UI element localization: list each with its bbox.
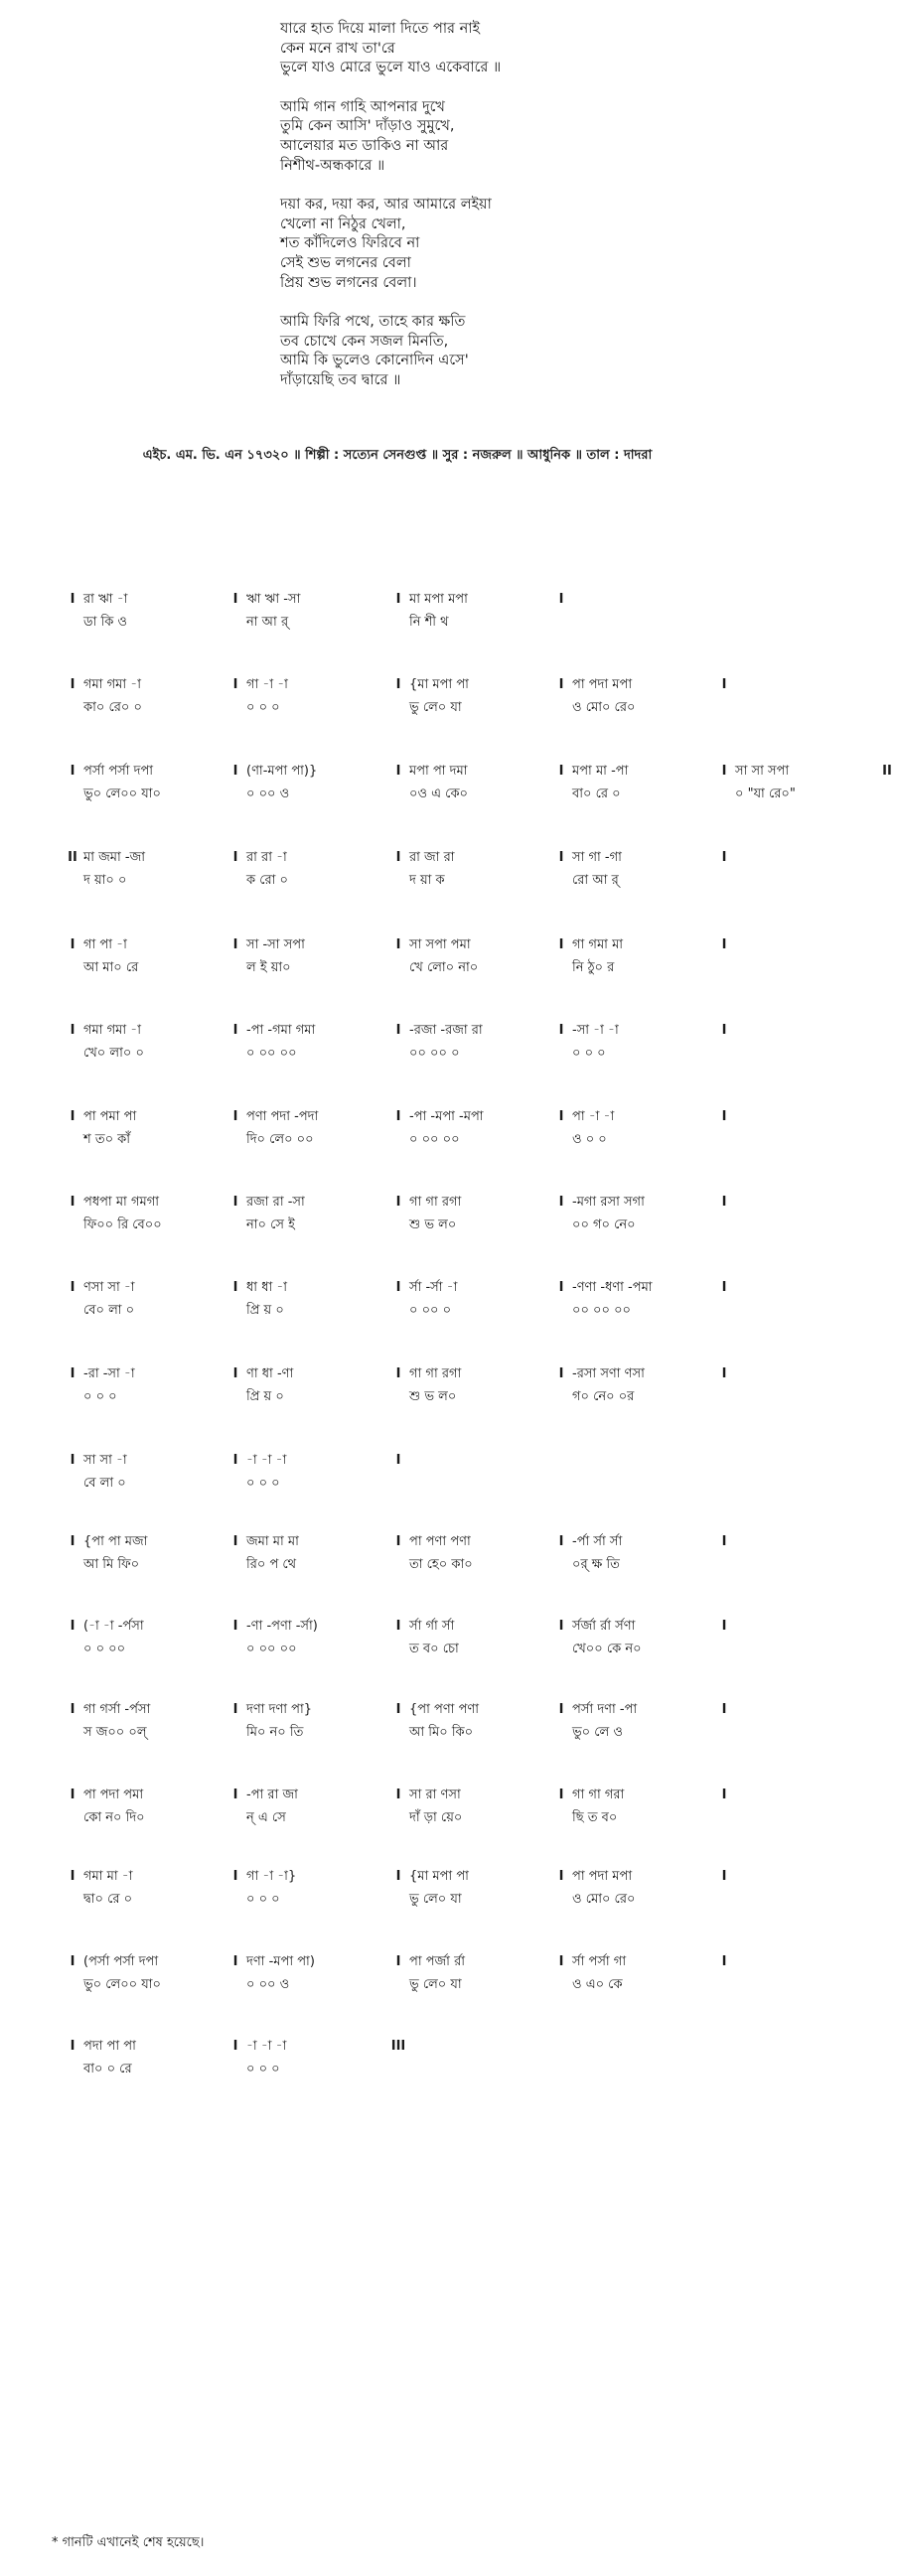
bar-line: I: [232, 1619, 238, 1634]
syllable-segment: না০ সে ই: [246, 1217, 295, 1232]
syllable-segment: ০ ০০ ও: [246, 1977, 290, 1992]
bar-line: I: [395, 1534, 401, 1549]
swara-segment: -পা -মপা -মপা: [409, 1109, 484, 1124]
notation-block: [62, 1789, 735, 1824]
swara-segment: দণা দণা পা}: [246, 1702, 313, 1717]
swara-row: [62, 593, 572, 606]
notation-block: [62, 765, 898, 800]
swara-segment: -পা রা জা: [246, 1788, 298, 1802]
swara-segment: সা -সা সপা: [246, 937, 305, 952]
swara-segment: -রসা সণা ণসা: [572, 1366, 645, 1381]
swara-row: [62, 851, 735, 864]
syllable-segment: ০ ০ ০: [246, 2062, 280, 2076]
syllable-segment: কা০ রে০ ০: [83, 700, 142, 715]
swara-segment: গমা মা -া: [83, 1869, 133, 1884]
syllable-segment: কো ন০ দি০: [83, 1810, 145, 1825]
bar-line: I: [70, 592, 75, 607]
bar-line: I: [395, 1788, 401, 1802]
swara-segment: জমা মা মা: [246, 1534, 299, 1549]
bar-line: I: [70, 1453, 75, 1468]
swara-segment: -রা -সা -া: [83, 1366, 135, 1381]
bar-line: I: [232, 1702, 238, 1717]
swara-segment: -মগা রসা সগা: [572, 1195, 645, 1210]
lyric-syllable-row: [62, 616, 572, 629]
lyric-syllable-row: [62, 874, 735, 887]
swara-row: [62, 1367, 735, 1380]
swara-segment: গা গা রগা: [409, 1366, 462, 1381]
bar-line: I: [70, 1109, 75, 1124]
lyric-syllable-row: [62, 1811, 735, 1824]
swara-segment: মপা পা দমা: [409, 764, 468, 779]
bar-line: I: [70, 1366, 75, 1381]
swara-segment: পা পদা মপা: [572, 677, 633, 692]
swara-segment: র্সা পর্সা গা: [572, 1954, 627, 1969]
lyrics: [280, 20, 697, 411]
bar-line: I: [721, 1619, 727, 1634]
lyric-syllable-row: [62, 1643, 735, 1655]
swara-segment: সা রা ণসা: [409, 1788, 461, 1802]
syllable-segment: ও মো০ রে০: [572, 1892, 636, 1907]
lyric-line: কেন মনে রাখ তা'রে: [280, 40, 395, 57]
syllable-segment: রি০ প থে: [246, 1557, 297, 1572]
notation-block: [62, 1196, 735, 1231]
bar-line: I: [558, 592, 564, 607]
swara-segment: পা -া -া: [572, 1109, 615, 1124]
notation-block: [62, 1955, 735, 1991]
syllable-segment: প্রি য় ০: [246, 1303, 284, 1318]
bar-line: I: [558, 1280, 564, 1295]
bar-line: I: [232, 1788, 238, 1802]
syllable-segment: নি শী থ: [409, 615, 449, 630]
stanza: [280, 98, 697, 176]
bar-line: I: [721, 1954, 727, 1969]
swara-row: [62, 1620, 735, 1633]
syllable-segment: ও মো০ রে০: [572, 700, 636, 715]
bar-line: I: [232, 1453, 238, 1468]
syllable-segment: দ্বা০ রে ০: [83, 1892, 133, 1907]
bar-line: I: [395, 1619, 401, 1634]
swara-segment: গমা গমা -া: [83, 677, 141, 692]
bar-line: I: [395, 1109, 401, 1124]
bar-line: II: [68, 850, 77, 865]
bar-line: I: [70, 1023, 75, 1038]
swara-segment: (পর্সা পর্সা দপা: [83, 1954, 159, 1969]
bar-line: I: [395, 1869, 401, 1884]
swara-segment: ঋা ঋা -সা: [246, 592, 301, 607]
syllable-segment: ভু লে০ যা: [409, 1892, 462, 1907]
bar-line: I: [721, 1280, 727, 1295]
syllable-segment: বা০ রে ০: [572, 787, 621, 801]
bar-line: I: [395, 1280, 401, 1295]
bar-line: I: [70, 1954, 75, 1969]
notation-block: [62, 593, 572, 629]
lyric-syllable-row: [62, 1390, 735, 1403]
swara-row: [62, 1281, 735, 1294]
lyric-syllable-row: [62, 1047, 735, 1060]
swara-segment: সা সা -া: [83, 1453, 127, 1468]
swara-segment: দণা -মপা পা): [246, 1954, 315, 1969]
bar-line: I: [395, 592, 401, 607]
swara-row: [62, 765, 898, 778]
bar-line: I: [721, 850, 727, 865]
stanza: [280, 20, 697, 78]
swara-segment: {মা মপা পা: [409, 1869, 469, 1884]
lyric-syllable-row: [62, 1978, 735, 1991]
syllable-segment: নি ঠু০ র: [572, 960, 615, 975]
lyric-line: দাঁড়ায়েছি তব দ্বারে ॥: [280, 371, 401, 388]
bar-line: I: [558, 1023, 564, 1038]
lyric-line: যারে হাত দিয়ে মালা দিতে পার নাই: [280, 21, 481, 37]
syllable-segment: ০ "যা রে০": [735, 787, 796, 801]
notation-block: [62, 1024, 735, 1060]
syllable-segment: ০ ০ ০: [83, 1389, 117, 1404]
lyric-line: আলেয়ার মত ডাকিও না আর: [280, 137, 449, 154]
lyric-line: আমি কি ভুলেও কোনোদিন এসে': [280, 353, 469, 369]
lyric-line: খেলো না নিঠুর খেলা,: [280, 215, 406, 232]
bar-line: I: [395, 677, 401, 692]
bar-line: I: [558, 1534, 564, 1549]
bar-line: I: [232, 1109, 238, 1124]
lyric-syllable-row: [62, 787, 898, 800]
bar-line: I: [70, 937, 75, 952]
bar-line: I: [721, 1366, 727, 1381]
bar-line: I: [232, 1954, 238, 1969]
bar-line: I: [395, 937, 401, 952]
syllable-segment: আ মি ফি০: [83, 1557, 140, 1572]
swara-segment: গা -া -া: [246, 677, 288, 692]
bar-line: I: [558, 1869, 564, 1884]
swara-row: [62, 2040, 409, 2053]
bar-line: I: [232, 850, 238, 865]
bar-line: I: [232, 1366, 238, 1381]
swara-row: [62, 678, 735, 691]
swara-segment: গা -া -া}: [246, 1869, 297, 1884]
notation-block: [62, 1535, 735, 1571]
swara-segment: পা পণা পণা: [409, 1534, 471, 1549]
syllable-segment: বে০ লা ০: [83, 1303, 135, 1318]
bar-line: I: [721, 1195, 727, 1210]
swara-row: [62, 938, 735, 951]
swara-segment: ধা ধা -া: [246, 1280, 288, 1295]
syllable-segment: ০ ০ ০: [246, 1476, 280, 1491]
bar-line: I: [232, 764, 238, 779]
swara-segment: র্সর্জা র্রা র্সণা: [572, 1619, 636, 1634]
record-info: এইচ. এম. ভি. এন ১৭৩২০ ॥ শিল্পী : সত্যেন সেনগুপ্ত ॥ সুর : নজরুল ॥ আধুনিক ॥ তাল : দাদরা: [142, 448, 653, 463]
syllable-segment: ০০ গ০ নে০: [572, 1217, 636, 1232]
bar-line: II: [882, 764, 892, 779]
syllable-segment: শু ভ ল০: [409, 1217, 457, 1232]
bar-line: I: [70, 1280, 75, 1295]
syllable-segment: খে০ লা০ ০: [83, 1046, 144, 1061]
bar-line: I: [558, 1788, 564, 1802]
lyric-syllable-row: [62, 1133, 735, 1146]
bar-line: I: [721, 1788, 727, 1802]
notation-block: [62, 1703, 735, 1739]
syllable-segment: না আ র্: [246, 615, 289, 630]
syllable-segment: শ ত০ কাঁ: [83, 1132, 131, 1147]
bar-line: I: [395, 850, 401, 865]
lyric-line: আমি গান গাহি আপনার দুখে: [280, 98, 445, 115]
notation-block: [62, 678, 735, 714]
bar-line: I: [395, 1366, 401, 1381]
bar-line: I: [232, 592, 238, 607]
syllable-segment: স জ০০ ০ল্: [83, 1725, 147, 1740]
notation-block: [62, 938, 735, 974]
syllable-segment: খে০০ কে ন০: [572, 1642, 642, 1656]
swara-row: [62, 1110, 735, 1123]
bar-line: I: [232, 1195, 238, 1210]
syllable-segment: দ য়া০ ০: [83, 873, 127, 888]
syllable-segment: মি০ ন০ তি: [246, 1725, 304, 1740]
syllable-segment: ক রো ০: [246, 873, 289, 888]
notation-block: [62, 851, 735, 887]
swara-segment: র্সা -র্সা -া: [409, 1280, 458, 1295]
swara-segment: র্সা র্গা র্সা: [409, 1619, 455, 1634]
bar-line: I: [70, 2039, 75, 2054]
notation-block: [62, 1870, 735, 1906]
swara-segment: -সা -া -া: [572, 1023, 619, 1038]
swara-row: [62, 1703, 735, 1716]
swara-row: [62, 1870, 735, 1883]
lyric-syllable-row: [62, 1726, 735, 1739]
lyric-syllable-row: [62, 1477, 409, 1490]
notation-block: [62, 2040, 409, 2075]
syllable-segment: ০ ০ ০০: [83, 1642, 126, 1656]
swara-segment: পর্সা পর্সা দপা: [83, 764, 154, 779]
syllable-segment: ফি০০ রি বে০০: [83, 1217, 162, 1232]
swara-segment: গমা গমা -া: [83, 1023, 141, 1038]
lyric-syllable-row: [62, 2063, 409, 2075]
bar-line: I: [232, 2039, 238, 2054]
bar-line: I: [70, 1869, 75, 1884]
swara-segment: পা পদা মপা: [572, 1869, 633, 1884]
bar-line: I: [232, 937, 238, 952]
syllable-segment: প্রি য় ০: [246, 1389, 284, 1404]
bar-line: I: [721, 1869, 727, 1884]
lyric-line: আমি ফিরি পথে, তাহে কার ক্ষতি: [280, 314, 466, 331]
syllable-segment: ও এ০ কে: [572, 1977, 623, 1992]
swara-segment: (-া -া -র্পসা: [83, 1619, 144, 1634]
bar-line: I: [70, 1195, 75, 1210]
lyric-syllable-row: [62, 961, 735, 974]
bar-line: I: [558, 1195, 564, 1210]
syllable-segment: ভু০ লে ও: [572, 1725, 623, 1740]
bar-line: I: [70, 1619, 75, 1634]
bar-line: I: [721, 1023, 727, 1038]
bar-line: III: [390, 2039, 406, 2054]
syllable-segment: ০ ০০ ০: [409, 1303, 452, 1318]
syllable-segment: ০ ০০ ০০: [246, 1642, 297, 1656]
swara-segment: গা পা -া: [83, 937, 127, 952]
swara-segment: গা গমা মা: [572, 937, 624, 952]
swara-segment: -া -া -া: [246, 2039, 287, 2054]
syllable-segment: ভু লে০ যা: [409, 700, 462, 715]
swara-segment: রা রা -া: [246, 850, 287, 865]
bar-line: I: [395, 1702, 401, 1717]
syllable-segment: ন্ এ সে: [246, 1810, 286, 1825]
syllable-segment: গ০ নে০ ০র: [572, 1389, 635, 1404]
swara-segment: -ণণা -ধণা -পমা: [572, 1280, 653, 1295]
swara-segment: সা সা সপা: [735, 764, 790, 779]
notation-block: [62, 1367, 735, 1403]
bar-line: I: [232, 1534, 238, 1549]
swara-segment: ণা ধা -ণা: [246, 1366, 294, 1381]
syllable-segment: ০০ ০০ ০০: [572, 1303, 631, 1318]
swara-segment: রা ঋা -া: [83, 592, 128, 607]
bar-line: I: [558, 1619, 564, 1634]
bar-line: I: [70, 1534, 75, 1549]
notation-block: [62, 1281, 735, 1317]
syllable-segment: বে লা ০: [83, 1476, 126, 1491]
syllable-segment: ভু০ লে০০ যা০: [83, 787, 161, 801]
swara-segment: (ণা-মপা পা)}: [246, 764, 318, 779]
swara-segment: {মা মপা পা: [409, 677, 469, 692]
swara-segment: ণসা সা -া: [83, 1280, 135, 1295]
swara-segment: -পা -গমা গমা: [246, 1023, 316, 1038]
syllable-segment: ০০ ০০ ০: [409, 1046, 460, 1061]
swara-segment: পা পর্জা র্রা: [409, 1954, 466, 1969]
bar-line: I: [70, 677, 75, 692]
bar-line: I: [395, 1195, 401, 1210]
bar-line: I: [558, 677, 564, 692]
swara-row: [62, 1196, 735, 1209]
lyric-syllable-row: [62, 1893, 735, 1906]
lyric-line: তব চোখে কেন সজল মিনতি,: [280, 333, 449, 350]
syllable-segment: ছি ত ব০: [572, 1810, 618, 1825]
bar-line: I: [558, 1702, 564, 1717]
syllable-segment: ০ ০ ০: [572, 1046, 606, 1061]
syllable-segment: আ মি০ কি০: [409, 1725, 474, 1740]
syllable-segment: ত ব০ চো: [409, 1642, 459, 1656]
syllable-segment: শু ভ ল০: [409, 1389, 457, 1404]
swara-segment: গা গর্সা -র্পসা: [83, 1702, 151, 1717]
bar-line: I: [558, 850, 564, 865]
syllable-segment: খে লো০ না০: [409, 960, 479, 975]
syllable-segment: ০ ০০ ০০: [246, 1046, 297, 1061]
swara-segment: মপা মা -পা: [572, 764, 629, 779]
syllable-segment: দি০ লে০ ০০: [246, 1132, 314, 1147]
syllable-segment: ০র্ ক্ষ তি: [572, 1557, 620, 1572]
swara-segment: মা মপা মপা: [409, 592, 468, 607]
lyric-line: প্রিয় শুভ লগনের বেলা।: [280, 274, 417, 291]
swara-row: [62, 1535, 735, 1548]
swara-segment: সা গা -গা: [572, 850, 622, 865]
bar-line: I: [395, 764, 401, 779]
lyric-syllable-row: [62, 1304, 735, 1317]
bar-line: I: [70, 1788, 75, 1802]
swara-segment: {পা পণা পণা: [409, 1702, 480, 1717]
swara-segment: পণা পদা -পদা: [246, 1109, 319, 1124]
bar-line: I: [721, 677, 727, 692]
bar-line: I: [558, 1366, 564, 1381]
swara-segment: পর্সা দণা -পা: [572, 1702, 638, 1717]
bar-line: I: [395, 1453, 401, 1468]
bar-line: I: [721, 1702, 727, 1717]
bar-line: I: [395, 1954, 401, 1969]
lyric-line: শত কাঁদিলেও ফিরিবে না: [280, 235, 420, 252]
swara-row: [62, 1024, 735, 1037]
swara-segment: পধপা মা গমগা: [83, 1195, 159, 1210]
stanza: [280, 313, 697, 390]
swara-segment: {পা পা মজা: [83, 1534, 148, 1549]
syllable-segment: ০ও এ কে০: [409, 787, 468, 801]
lyric-line: দয়া কর, দয়া কর, আর আমারে লইয়া: [280, 197, 492, 214]
bar-line: I: [232, 1869, 238, 1884]
swara-segment: রা জা রা: [409, 850, 455, 865]
lyric-syllable-row: [62, 1558, 735, 1571]
syllable-segment: ভু০ লে০০ যা০: [83, 1977, 161, 1992]
stanza: [280, 196, 697, 293]
syllable-segment: আ মা০ রে: [83, 960, 139, 975]
swara-segment: -র্পা র্সা র্সা: [572, 1534, 623, 1549]
bar-line: I: [721, 937, 727, 952]
swara-segment: গা গা গরা: [572, 1788, 625, 1802]
bar-line: I: [558, 764, 564, 779]
footnote: * গানটি এখানেই শেষ হয়েছে।: [52, 2535, 205, 2550]
bar-line: I: [721, 1534, 727, 1549]
syllable-segment: ০ ০০ ও: [246, 787, 290, 801]
lyric-syllable-row: [62, 1218, 735, 1231]
notation-block: [62, 1620, 735, 1655]
syllable-segment: ডা কি ও: [83, 615, 127, 630]
bar-line: I: [232, 677, 238, 692]
notation-block: [62, 1110, 735, 1146]
syllable-segment: দাঁ ড়া য়ে০: [409, 1810, 463, 1825]
lyric-syllable-row: [62, 701, 735, 714]
swara-segment: গা গা রগা: [409, 1195, 462, 1210]
syllable-segment: ও ০ ০: [572, 1132, 607, 1147]
syllable-segment: বা০ ০ রে: [83, 2062, 132, 2076]
syllable-segment: ল ই য়া০: [246, 960, 291, 975]
notation-block: [62, 1454, 409, 1490]
swara-segment: -রজা -রজা রা: [409, 1023, 483, 1038]
swara-segment: -া -া -া: [246, 1453, 287, 1468]
swara-segment: রজা রা -সা: [246, 1195, 305, 1210]
swara-segment: সা সপা পমা: [409, 937, 471, 952]
bar-line: I: [558, 1954, 564, 1969]
syllable-segment: ০ ০০ ০০: [409, 1132, 460, 1147]
bar-line: I: [558, 937, 564, 952]
bar-line: I: [232, 1023, 238, 1038]
swara-row: [62, 1789, 735, 1801]
lyric-line: ভুলে যাও মোরে ভুলে যাও একেবারে ॥: [280, 60, 502, 76]
swara-segment: পা পদা পমা: [83, 1788, 144, 1802]
bar-line: I: [721, 764, 727, 779]
syllable-segment: ভু লে০ যা: [409, 1977, 462, 1992]
swara-segment: পা পমা পা: [83, 1109, 137, 1124]
lyric-line: নিশীথ-অন্ধকারে ॥: [280, 157, 385, 174]
syllable-segment: ০ ০ ০: [246, 700, 280, 715]
swara-segment: -ণা -পণা -র্সা): [246, 1619, 318, 1634]
syllable-segment: দ য়া ক: [409, 873, 445, 888]
bar-line: I: [232, 1280, 238, 1295]
swara-row: [62, 1955, 735, 1968]
bar-line: I: [558, 1109, 564, 1124]
lyric-line: তুমি কেন আসি' দাঁড়াও সুমুখে,: [280, 118, 455, 135]
bar-line: I: [395, 1023, 401, 1038]
syllable-segment: ০ ০ ০: [246, 1892, 280, 1907]
syllable-segment: রো আ র্: [572, 873, 619, 888]
syllable-segment: তা হে০ কা০: [409, 1557, 473, 1572]
bar-line: I: [70, 764, 75, 779]
swara-segment: মা জমা -জা: [83, 850, 145, 865]
swara-row: [62, 1454, 409, 1467]
swara-segment: পদা পা পা: [83, 2039, 136, 2054]
lyric-line: সেই শুভ লগনের বেলা: [280, 254, 411, 271]
bar-line: I: [721, 1109, 727, 1124]
bar-line: I: [70, 1702, 75, 1717]
